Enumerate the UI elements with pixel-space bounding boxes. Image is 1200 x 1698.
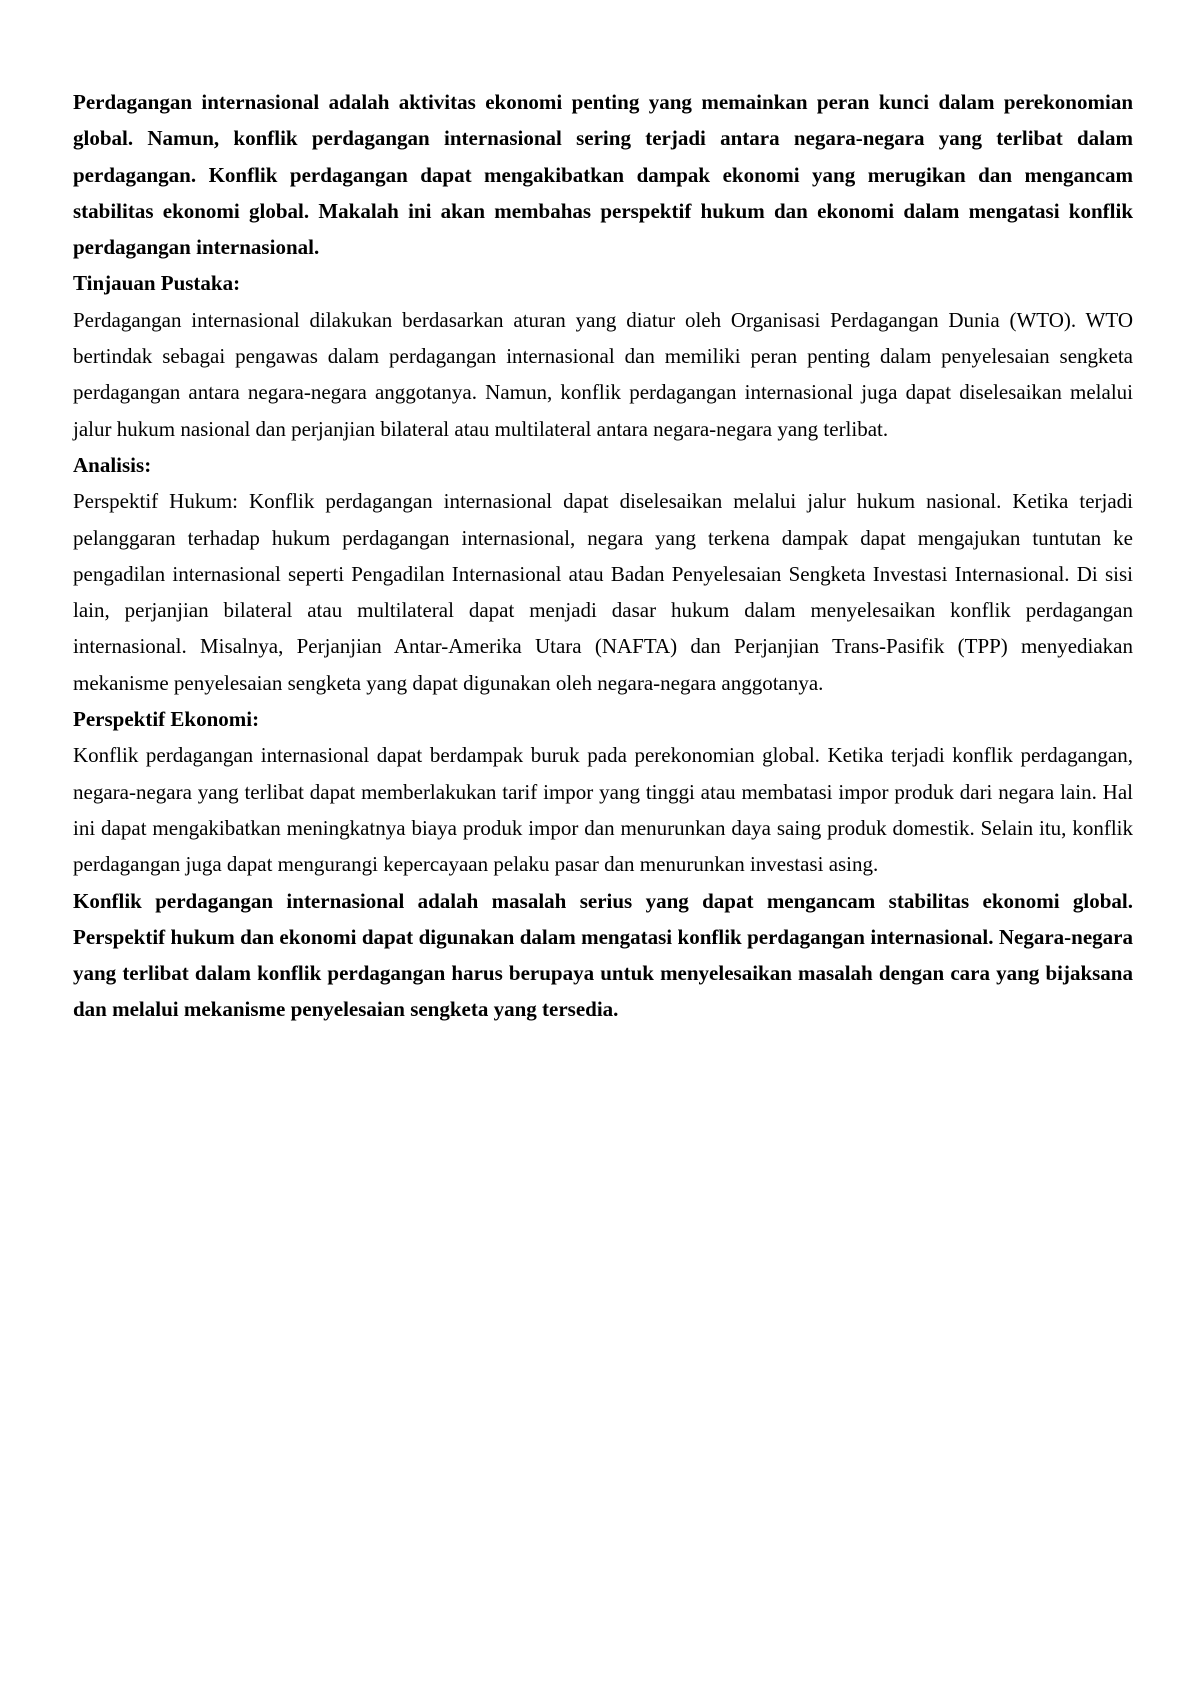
literature-review-paragraph: Perdagangan internasional dilakukan berdasarkan aturan yang diatur oleh Organisasi Perdagangan Dunia (WTO). WTO bertindak sebagai pengawas dalam perdagangan internasional dan memiliki peran penting dalam penyelesaian sengketa perdagangan antara negara-negara anggotanya. Namun, konflik perdagangan internasional juga dapat diselesaikan melalui jalur hukum nasional dan perjanjian bilateral atau multilateral antara negara-negara yang terlibat. xyxy=(73,307,1133,441)
conclusion-paragraph: Konflik perdagangan internasional adalah masalah serius yang dapat mengancam stabilitas ekonomi global. Perspektif hukum dan ekonomi dapat digunakan dalam mengatasi konflik perdagangan internasional. Negara-negara yang terlibat dalam konflik perdagangan harus berupaya untuk menyelesaikan masalah dengan cara yang bijaksana dan melalui mekanisme penyelesaian sengketa yang tersedia. xyxy=(73,888,1133,1022)
analysis-heading: Analisis: xyxy=(73,452,152,477)
literature-review-heading: Tinjauan Pustaka: xyxy=(73,271,241,296)
document-page xyxy=(73,84,1133,1028)
economic-perspective-paragraph: Konflik perdagangan internasional dapat berdampak buruk pada perekonomian global. Ketika terjadi konflik perdagangan, negara-negara yang terlibat dapat memberlakukan tarif impor yang tinggi atau membatasi impor produk dari negara lain. Hal ini dapat mengakibatkan meningkatnya biaya produk impor dan menurunkan daya saing produk domestik. Selain itu, konflik perdagangan juga dapat mengurangi kepercayaan pelaku pasar dan menurunkan investasi asing. xyxy=(73,743,1133,877)
intro-paragraph: Perdagangan internasional adalah aktivitas ekonomi penting yang memainkan peran kunci dalam perekonomian global. Namun, konflik perdagangan internasional sering terjadi antara negara-negara yang terlibat dalam perdagangan. Konflik perdagangan dapat mengakibatkan dampak ekonomi yang merugikan dan mengancam stabilitas ekonomi global. Makalah ini akan membahas perspektif hukum dan ekonomi dalam mengatasi konflik perdagangan internasional. xyxy=(73,90,1133,260)
economic-perspective-heading: Perspektif Ekonomi: xyxy=(73,707,260,732)
legal-perspective-paragraph: Perspektif Hukum: Konflik perdagangan internasional dapat diselesaikan melalui jalur hukum nasional. Ketika terjadi pelanggaran terhadap hukum perdagangan internasional, negara yang terkena dampak dapat mengajukan tuntutan ke pengadilan internasional seperti Pengadilan Internasional atau Badan Penyelesaian Sengketa Investasi Internasional. Di sisi lain, perjanjian bilateral atau multilateral dapat menjadi dasar hukum dalam menyelesaikan konflik perdagangan internasional. Misalnya, Perjanjian Antar-Amerika Utara (NAFTA) dan Perjanjian Trans-Pasifik (TPP) menyediakan mekanisme penyelesaian sengketa yang dapat digunakan oleh negara-negara anggotanya. xyxy=(73,489,1133,695)
